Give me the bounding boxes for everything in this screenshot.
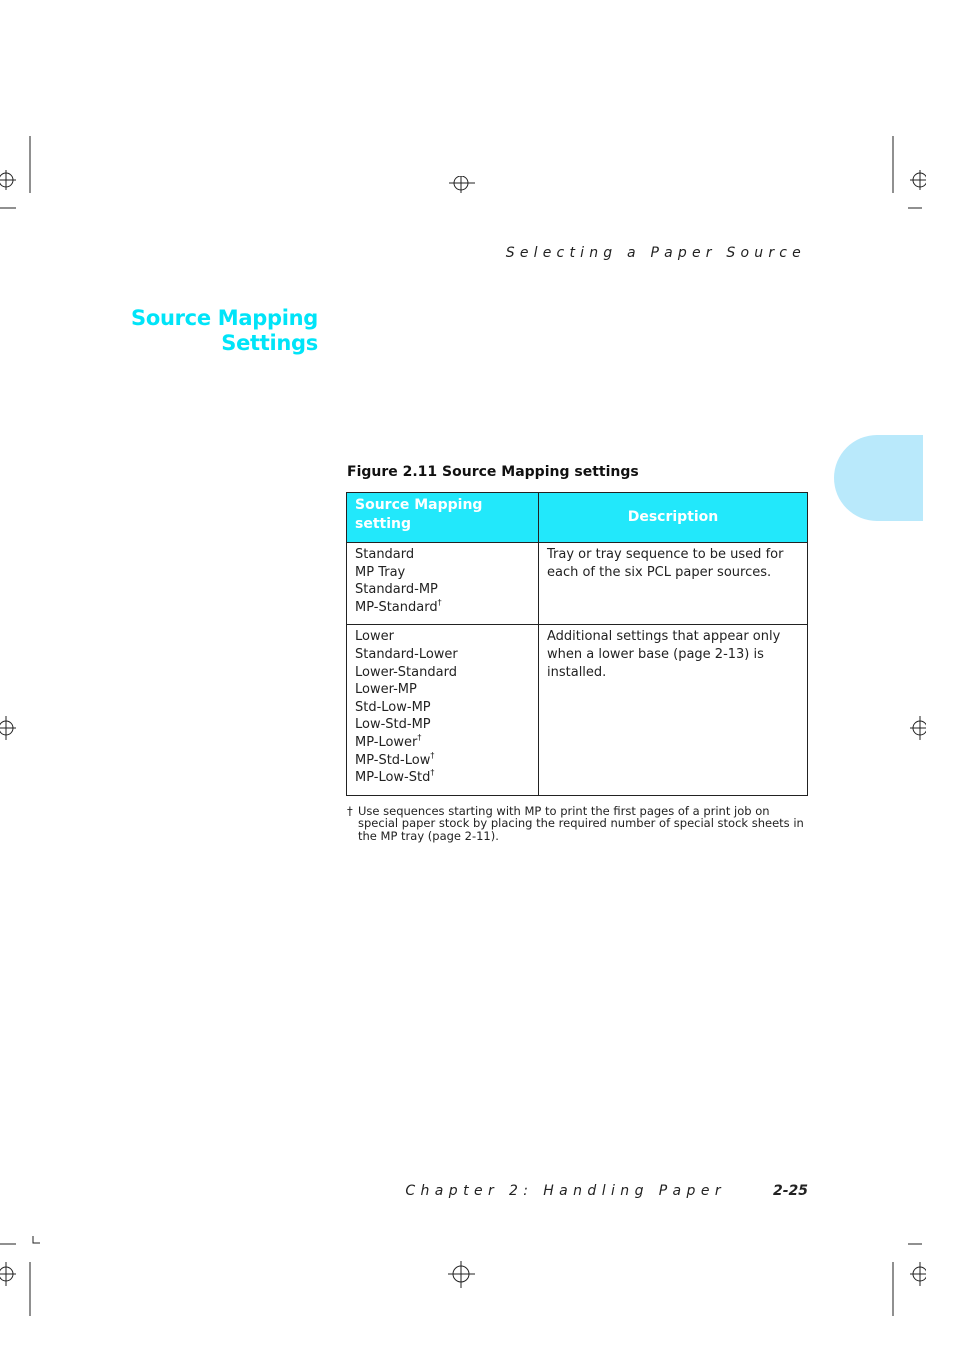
section-title [100,306,318,356]
setting-option-label: MP-Low-Std [355,770,431,786]
setting-option [355,581,530,599]
running-head: Selecting a Paper Source [505,245,806,261]
section-title-line-1: Source Mapping [131,306,318,330]
setting-option [355,752,530,770]
setting-option-label: MP Tray [355,564,406,580]
setting-option-label: Standard-MP [355,582,438,598]
description-cell: Additional settings that appear only when a lower base (page 2-13) is installed. [539,625,808,795]
header-source-mapping-setting: Source Mapping setting [347,493,539,543]
footnote-dagger: † [347,804,353,818]
registration-mark-mid-left [0,714,20,742]
setting-option-label: MP-Std-Low [355,752,431,768]
setting-cell [347,625,539,795]
table-header-row [347,493,808,543]
setting-option-label: MP-Lower [355,734,418,750]
source-mapping-table [346,492,808,796]
setting-option [355,664,530,682]
registration-mark-mid-right [906,714,926,742]
setting-option-label: Lower-Standard [355,664,457,680]
setting-option [355,769,530,787]
registration-mark-bottom-left [0,1260,20,1288]
description-cell: Tray or tray sequence to be used for each of the six PCL paper sources. [539,543,808,625]
setting-option-label: Lower-MP [355,682,417,698]
page-number: 2-25 [772,1183,808,1199]
setting-option [355,646,530,664]
table-row [347,625,808,795]
dagger-marker: † [417,732,422,742]
setting-option [355,681,530,699]
registration-mark-bottom-right [906,1260,926,1288]
setting-cell [347,543,539,625]
setting-option-label: Lower [355,629,394,645]
setting-option-label: MP-Standard [355,599,438,615]
header-description: Description [539,493,808,543]
setting-option [355,564,530,582]
setting-option [355,546,530,564]
setting-option [355,699,530,717]
dagger-marker: † [430,768,435,778]
registration-mark-bottom-center [447,1260,477,1290]
registration-mark-top-right [906,168,926,192]
setting-option-label: Std-Low-MP [355,699,431,715]
footnote-text: Use sequences starting with MP to print the first pages of a print job on special paper stock by placing the required number of special stock sheets in the MP tray (page 2-11). [358,804,804,843]
figure-caption: Figure 2.11 Source Mapping settings [347,464,639,480]
setting-option [355,628,530,646]
setting-option [355,734,530,752]
setting-option [355,716,530,734]
registration-mark-top-left [0,168,20,192]
section-title-line-2: Settings [221,331,318,355]
chapter-thumb-tab [834,435,923,521]
footnote [347,805,809,842]
dagger-marker: † [437,597,442,607]
dagger-marker: † [430,750,435,760]
setting-option-label: Standard [355,547,415,562]
table-row [347,543,808,625]
setting-option-label: Low-Std-MP [355,717,431,733]
footer-chapter: Chapter 2: Handling Paper [405,1183,726,1199]
table-body [347,543,808,796]
registration-mark-top-center [447,176,477,198]
setting-option [355,599,530,617]
setting-option-label: Standard-Lower [355,646,458,662]
